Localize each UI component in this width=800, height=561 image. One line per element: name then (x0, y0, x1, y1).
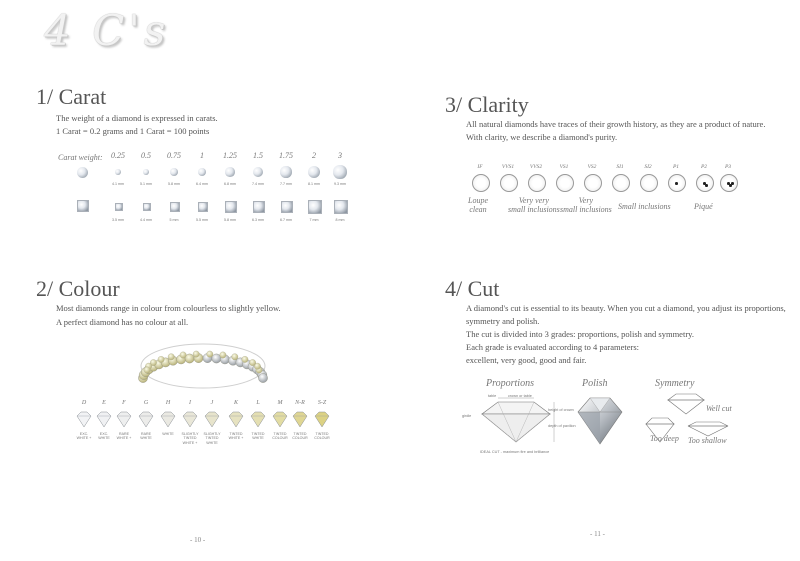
colour-diamond-icon (115, 410, 133, 428)
round-size-label: 6.4 mm (196, 182, 208, 186)
square-diamond-icon (308, 200, 322, 214)
square-diamond-icon (77, 200, 89, 212)
page-number-left: - 10 - (190, 536, 206, 544)
carat-section-title: 1/ Carat (36, 84, 107, 109)
clarity-diamond-icon (584, 174, 602, 192)
colour-diamond-icon (227, 410, 245, 428)
colour-diamond-icon (159, 410, 177, 428)
colour-diamond-icon (249, 410, 267, 428)
colour-section-title: 2/ Colour (36, 276, 120, 301)
bracelet-stone (158, 356, 164, 362)
page-number-right: - 11 - (590, 530, 605, 538)
symmetry-label-too-shallow: Too shallow (688, 436, 727, 445)
ideal-cut-label: IDEAL CUT - maximum fire and brilliance (480, 450, 550, 454)
colour-description-line: TINTED (183, 436, 197, 441)
colour-grade-letter: J (210, 400, 214, 406)
polished-diamond-image (570, 392, 630, 448)
colour-description-line: TINTED (315, 432, 329, 436)
carat-weight-label: Carat weight: (58, 153, 103, 162)
clarity-text-line-2: With clarity, we describe a diamond's purity. (466, 132, 618, 142)
colour-description-line: WHITE + (116, 436, 132, 441)
colour-description-line: EXC. (99, 432, 109, 436)
colour-grade-letter: G (143, 400, 149, 406)
colour-description (112, 432, 136, 441)
clarity-diamond-icon (696, 174, 714, 192)
round-diamond-icon (253, 167, 264, 178)
colour-description-line: EXC. (79, 432, 89, 436)
clarity-diamond-icon (612, 174, 630, 192)
colour-description-line: WHITE (252, 436, 264, 441)
clarity-grade-label: SI1 (616, 164, 624, 170)
cut-text-line-5: excellent, very good, good and fair. (466, 355, 587, 365)
round-size-label: 8.1 mm (308, 182, 320, 186)
clarity-diamond-icon (528, 174, 546, 192)
clarity-diamond-icon (472, 174, 490, 192)
bracelet-stone (242, 356, 248, 362)
colour-description (178, 432, 202, 445)
colour-grade-letter: H (165, 400, 171, 406)
round-diamond-icon (198, 168, 207, 177)
round-size-label: 7.7 mm (280, 182, 292, 186)
square-diamond-icon (225, 201, 236, 212)
colour-diamond-icon (181, 410, 199, 428)
cut-text-line-2: symmetry and polish. (466, 316, 540, 326)
square-diamond-icon (143, 203, 152, 212)
bracelet-stone (232, 354, 238, 360)
colour-description-line: TINTED (205, 436, 219, 441)
round-size-label: 5.1 mm (140, 182, 152, 186)
round-size-label: 5.8 mm (168, 182, 180, 186)
colour-description-line: WHITE (98, 436, 110, 441)
clarity-group-vs (560, 196, 612, 214)
colour-diamond-icon (271, 410, 289, 428)
colour-description (288, 432, 312, 441)
colour-diamond-icon (313, 410, 331, 428)
carat-weight-value: 1.75 (279, 151, 293, 160)
colour-description-line: COLOUR (314, 436, 330, 441)
colour-description-line: WHITE + (182, 440, 198, 445)
bracelet-stone (249, 359, 255, 365)
carat-weight-value: 0.5 (141, 151, 151, 160)
carat-text-line-1: The weight of a diamond is expressed in carats. (56, 113, 218, 123)
carat-weight-value: 2 (312, 151, 316, 160)
clarity-diamond-icon (500, 174, 518, 192)
colour-description-line: TINTED (251, 432, 265, 436)
colour-description-line: SLIGHTLY (181, 432, 199, 436)
colour-diamond-icon (291, 410, 309, 428)
proportions-diagram (470, 392, 574, 446)
round-diamond-icon (308, 166, 320, 178)
symmetry-label-too-deep: Too deep (650, 434, 679, 443)
clarity-grade-label: SI2 (644, 164, 652, 170)
bracelet-stone (180, 352, 186, 358)
diagram-label-table: table (488, 394, 497, 398)
clarity-grade-label: IF (477, 164, 483, 170)
bracelet-stone (258, 373, 267, 382)
colour-grade-letter: S-Z (317, 400, 327, 406)
square-size-label: 6.7 mm (280, 218, 292, 222)
clarity-diamond-icon (668, 174, 686, 192)
clarity-section-title: 3/ Clarity (445, 92, 529, 117)
clarity-group-label-line: Loupe (468, 196, 488, 205)
colour-description-line: RARE (119, 432, 129, 436)
clarity-grade-label: P3 (724, 164, 732, 170)
round-size-label: 9.3 mm (334, 182, 346, 186)
square-size-label: 6.3 mm (252, 218, 264, 222)
clarity-grade-label: VS2 (587, 164, 597, 170)
colour-diamond-icon (137, 410, 155, 428)
carat-weight-value: 0.25 (111, 151, 125, 160)
clarity-group-label-line: Very (578, 196, 593, 205)
square-size-label: 5 mm (169, 218, 179, 222)
clarity-group-label-line: small inclusions (560, 205, 612, 214)
round-size-label: 6.8 mm (224, 182, 236, 186)
clarity-grade-label: VVS1 (501, 164, 515, 170)
round-size-label: 7.4 mm (252, 182, 264, 186)
clarity-group-pique: Piqué (694, 202, 713, 211)
colour-description (156, 432, 180, 436)
carat-text-line-2: 1 Carat = 0.2 grams and 1 Carat = 100 points (56, 126, 210, 136)
clarity-group-label-line: clean (469, 205, 487, 214)
square-size-label: 5.5 mm (196, 218, 208, 222)
diagram-label-crown: crown or table (508, 394, 532, 398)
round-diamond-icon (77, 167, 88, 178)
colour-description (134, 432, 158, 441)
colour-description-line: COLOUR (272, 436, 288, 441)
colour-description-line: COLOUR (292, 436, 308, 441)
clarity-group-vvs (508, 196, 560, 214)
colour-description (224, 432, 248, 441)
square-size-label: 8 mm (335, 218, 345, 222)
square-diamond-icon (334, 200, 348, 214)
cut-text-line-3: The cut is divided into 3 grades: proportions, polish and symmetry. (466, 329, 694, 339)
clarity-grade-label: P2 (700, 164, 708, 170)
colour-description-line: WHITE (140, 436, 152, 441)
round-diamond-icon (115, 169, 121, 175)
colour-description-line: WHITE + (76, 436, 92, 441)
colour-grade-letter: F (122, 400, 126, 406)
colour-description (310, 432, 334, 441)
colour-diamond-icon (75, 410, 93, 428)
proportions-label: Proportions (486, 378, 534, 389)
colour-description-line: TINTED (293, 432, 307, 436)
colour-text-line-1: Most diamonds range in colour from colourless to slightly yellow. (56, 303, 281, 313)
bracelet-stone (168, 354, 174, 360)
symmetry-label: Symmetry (655, 378, 695, 389)
colour-description-line: WHITE (206, 440, 218, 445)
colour-grade-letter: N-R (295, 400, 305, 406)
cut-text-line-4: Each grade is evaluated according to 4 parameters: (466, 342, 639, 352)
colour-grade-letter: D (81, 400, 87, 406)
colour-description-line: TINTED (229, 432, 243, 436)
square-diamond-icon (281, 201, 294, 214)
colour-description-line: WHITE + (228, 436, 244, 441)
colour-description-line: SLIGHTLY (203, 432, 221, 436)
inclusion-dot-icon (705, 184, 708, 187)
inclusion-dot-icon (731, 182, 734, 185)
square-diamond-icon (115, 203, 123, 211)
clarity-grade-label: P1 (672, 164, 680, 170)
carat-weight-value: 0.75 (167, 151, 181, 160)
clarity-grade-label: VS1 (559, 164, 569, 170)
colour-description-line: WHITE (162, 432, 174, 436)
colour-description (200, 432, 224, 445)
colour-text-line-2: A perfect diamond has no colour at all. (56, 317, 189, 327)
polish-label: Polish (582, 378, 608, 389)
bracelet-stone (144, 367, 150, 373)
round-size-label: 4.1 mm (112, 182, 124, 186)
clarity-group-label-line: small inclusions (508, 205, 560, 214)
clarity-text-line-1: All natural diamonds have traces of their growth history, as they are a product of nature. (466, 119, 766, 129)
diagram-label-depth-of-pavilion: depth of pavilion (548, 424, 576, 428)
carat-weight-value: 1 (200, 151, 204, 160)
carat-weight-value: 1.25 (223, 151, 237, 160)
diagram-label-girdle: girdle (462, 414, 472, 418)
colour-grade-letter: E (102, 400, 106, 406)
colour-description-line: RARE (141, 432, 151, 436)
round-diamond-icon (280, 166, 291, 177)
symmetry-label-well-cut: Well cut (706, 404, 732, 413)
round-diamond-icon (333, 165, 346, 178)
round-diamond-icon (170, 168, 178, 176)
bracelet-stone (220, 352, 226, 358)
square-diamond-icon (170, 202, 180, 212)
round-diamond-icon (143, 169, 150, 176)
square-size-label: 5.8 mm (224, 218, 236, 222)
clarity-grade-label: VVS2 (529, 164, 543, 170)
cut-text-line-1: A diamond's cut is essential to its beauty. When you cut a diamond, you adjust its proportions, (466, 303, 786, 313)
colour-grade-letter: L (256, 400, 260, 406)
inclusion-dot-icon (675, 182, 678, 185)
diagram-label-height-of-crown: height of crown (548, 408, 574, 412)
carat-weight-value: 1.5 (253, 151, 263, 160)
colour-description-line: TINTED (273, 432, 287, 436)
colour-diamond-icon (203, 410, 221, 428)
cut-section-title: 4/ Cut (445, 276, 500, 301)
carat-weight-value: 3 (338, 151, 342, 160)
clarity-diamond-icon (720, 174, 738, 192)
page-header-title: 4 C's (44, 6, 170, 55)
colour-grade-letter: K (233, 400, 238, 406)
square-size-label: 7 mm (309, 218, 319, 222)
colour-diamond-icon (95, 410, 113, 428)
clarity-diamond-icon (640, 174, 658, 192)
clarity-group-si: Small inclusions (618, 202, 671, 211)
clarity-group-loupe-clean (468, 196, 488, 214)
bracelet-stone (193, 351, 199, 357)
colour-grade-letter: M (277, 400, 283, 406)
clarity-diamond-icon (556, 174, 574, 192)
clarity-group-label-line: Very very (518, 196, 549, 205)
bracelet-stone (207, 351, 213, 357)
diamond-bracelet-image (138, 340, 268, 392)
round-diamond-icon (225, 167, 235, 177)
colour-description (246, 432, 270, 441)
square-size-label: 4.4 mm (140, 218, 152, 222)
colour-grade-letter: I (189, 400, 191, 406)
square-diamond-icon (253, 201, 265, 213)
square-diamond-icon (198, 202, 208, 212)
square-size-label: 3.5 mm (112, 218, 124, 222)
